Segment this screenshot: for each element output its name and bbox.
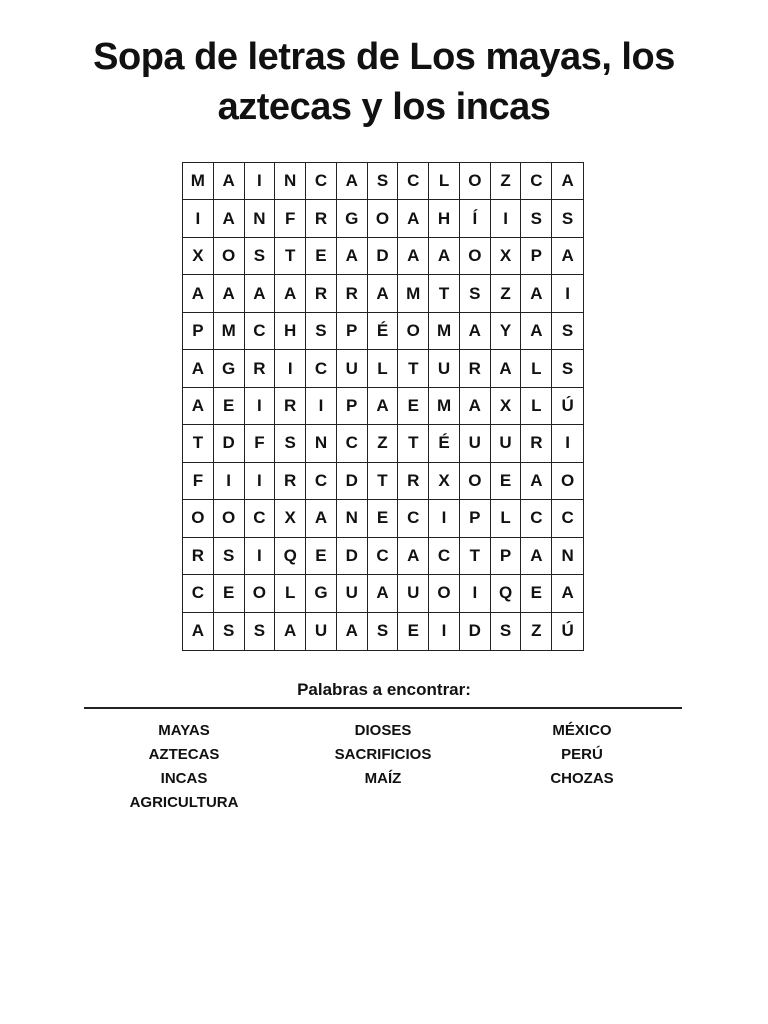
grid-cell: U [491, 425, 522, 462]
grid-cell: I [245, 388, 276, 425]
grid-cell: S [368, 163, 399, 200]
grid-cell: A [429, 238, 460, 275]
grid-cell: S [214, 538, 245, 575]
grid-cell: A [398, 538, 429, 575]
grid-cell: S [368, 613, 399, 650]
grid-cell: A [368, 275, 399, 312]
grid-cell: F [245, 425, 276, 462]
grid-cell: O [183, 500, 214, 537]
grid-cell: Z [521, 613, 552, 650]
grid-cell: D [337, 463, 368, 500]
grid-cell: A [245, 275, 276, 312]
grid-cell: E [398, 613, 429, 650]
grid-cell: O [460, 463, 491, 500]
grid-cell: S [275, 425, 306, 462]
grid-cell: O [245, 575, 276, 612]
grid-cell: A [460, 313, 491, 350]
grid-cell: N [245, 200, 276, 237]
word-item: AGRICULTURA [129, 794, 239, 811]
grid-cell: U [337, 575, 368, 612]
grid-cell: S [491, 613, 522, 650]
grid-cell: O [552, 463, 583, 500]
grid-cell: O [398, 313, 429, 350]
grid-cell: I [429, 613, 460, 650]
grid-cell: G [214, 350, 245, 387]
title-line-2: aztecas y los incas [217, 86, 551, 128]
grid-cell: P [521, 238, 552, 275]
grid-cell: M [214, 313, 245, 350]
grid-cell: T [429, 275, 460, 312]
grid-cell: U [337, 350, 368, 387]
word-item: AZTECAS [148, 746, 220, 763]
grid-cell: Q [491, 575, 522, 612]
grid-cell: S [306, 313, 337, 350]
grid-cell: S [214, 613, 245, 650]
grid-cell: A [552, 238, 583, 275]
word-search-grid [182, 162, 584, 651]
grid-cell: Í [460, 200, 491, 237]
grid-cell: C [306, 463, 337, 500]
grid-cell: I [429, 500, 460, 537]
grid-cell: A [552, 163, 583, 200]
grid-cell: R [245, 350, 276, 387]
grid-cell: G [306, 575, 337, 612]
grid-cell: S [552, 313, 583, 350]
grid-cell: S [245, 238, 276, 275]
grid-cell: E [214, 388, 245, 425]
grid-cell: X [429, 463, 460, 500]
grid-cell: D [214, 425, 245, 462]
grid-cell: E [521, 575, 552, 612]
grid-cell: T [460, 538, 491, 575]
grid-cell: A [398, 200, 429, 237]
grid-cell: A [368, 388, 399, 425]
word-list [84, 719, 682, 819]
grid-cell: S [552, 350, 583, 387]
grid-cell: P [183, 313, 214, 350]
grid-cell: A [398, 238, 429, 275]
grid-cell: C [552, 500, 583, 537]
grid-cell: F [275, 200, 306, 237]
grid-cell: C [306, 163, 337, 200]
grid-cell: F [183, 463, 214, 500]
grid-cell: I [552, 425, 583, 462]
grid-cell: A [183, 613, 214, 650]
grid-cell: R [306, 275, 337, 312]
grid-cell: R [183, 538, 214, 575]
grid-cell: O [214, 238, 245, 275]
grid-cell: T [275, 238, 306, 275]
grid-cell: Z [491, 163, 522, 200]
grid-cell: C [521, 163, 552, 200]
grid-cell: Ú [552, 388, 583, 425]
grid-cell: M [398, 275, 429, 312]
grid-cell: S [460, 275, 491, 312]
grid-cell: I [245, 538, 276, 575]
word-item: MAÍZ [364, 770, 402, 787]
grid-cell: R [521, 425, 552, 462]
grid-cell: S [245, 613, 276, 650]
grid-cell: O [368, 200, 399, 237]
word-item: CHOZAS [550, 770, 614, 787]
word-item: MÉXICO [552, 722, 612, 739]
grid-cell: N [275, 163, 306, 200]
grid-cell: L [429, 163, 460, 200]
grid-cell: É [429, 425, 460, 462]
grid-cell: A [183, 388, 214, 425]
grid-cell: A [306, 500, 337, 537]
grid-cell: A [337, 238, 368, 275]
grid-cell: A [491, 350, 522, 387]
grid-cell: X [491, 238, 522, 275]
grid-cell: Y [491, 313, 522, 350]
divider [84, 707, 682, 709]
grid-cell: Q [275, 538, 306, 575]
grid-cell: A [368, 575, 399, 612]
grid-cell: M [183, 163, 214, 200]
word-column-3 [482, 719, 682, 791]
grid-cell: C [306, 350, 337, 387]
grid-cell: A [521, 463, 552, 500]
word-item: MAYAS [158, 722, 210, 739]
grid-cell: A [460, 388, 491, 425]
grid-cell: Z [491, 275, 522, 312]
grid-cell: C [398, 163, 429, 200]
grid-cell: E [306, 238, 337, 275]
grid-cell: I [245, 463, 276, 500]
grid-cell: P [337, 388, 368, 425]
grid-cell: T [398, 350, 429, 387]
grid-cell: X [491, 388, 522, 425]
grid-cell: A [521, 275, 552, 312]
grid-cell: R [337, 275, 368, 312]
grid-cell: C [368, 538, 399, 575]
grid-cell: Z [368, 425, 399, 462]
grid-cell: T [398, 425, 429, 462]
grid-cell: E [214, 575, 245, 612]
grid-cell: N [337, 500, 368, 537]
grid-cell: O [214, 500, 245, 537]
grid-cell: A [275, 275, 306, 312]
grid-cell: S [552, 200, 583, 237]
word-item: INCAS [160, 770, 208, 787]
grid-cell: A [552, 575, 583, 612]
grid-cell: C [429, 538, 460, 575]
grid-cell: A [183, 350, 214, 387]
grid-cell: N [552, 538, 583, 575]
grid-cell: U [398, 575, 429, 612]
grid-cell: C [521, 500, 552, 537]
page-title [0, 32, 768, 132]
word-item: PERÚ [561, 746, 603, 763]
word-item: SACRIFICIOS [334, 746, 432, 763]
grid-cell: G [337, 200, 368, 237]
grid-cell: Ú [561, 621, 574, 641]
grid-cell: L [521, 388, 552, 425]
grid-cell: N [306, 425, 337, 462]
grid-cell: C [245, 313, 276, 350]
grid-cell: O [460, 163, 491, 200]
grid-cell: P [460, 500, 491, 537]
grid-cell: A [521, 538, 552, 575]
grid-cell: L [368, 350, 399, 387]
grid-cell: L [521, 350, 552, 387]
grid-cell: H [275, 313, 306, 350]
grid-cell: I [552, 275, 583, 312]
grid-cell: A [214, 163, 245, 200]
grid-cell: R [275, 388, 306, 425]
grid-cell: E [398, 388, 429, 425]
grid-cell: I [275, 350, 306, 387]
grid-cell: A [337, 613, 368, 650]
grid-cell: P [491, 538, 522, 575]
grid-cell: A [183, 275, 214, 312]
grid-cell: C [183, 575, 214, 612]
grid-cell: R [306, 200, 337, 237]
word-item: DIOSES [354, 722, 412, 739]
grid-cell: T [183, 425, 214, 462]
grid-cell: D [368, 238, 399, 275]
grid-cell: R [398, 463, 429, 500]
word-column-1 [84, 719, 284, 815]
grid-cell: U [429, 350, 460, 387]
grid-cell: E [491, 463, 522, 500]
grid-cell: R [460, 350, 491, 387]
grid-cell: C [245, 500, 276, 537]
grid-cell: M [429, 313, 460, 350]
grid-cell: M [429, 388, 460, 425]
grid-cell: A [214, 200, 245, 237]
grid-cell: P [337, 313, 368, 350]
grid-cell: D [460, 613, 491, 650]
grid-cell: S [521, 200, 552, 237]
grid-cell: L [275, 575, 306, 612]
grid-cell: C [398, 500, 429, 537]
grid-cell: I [214, 463, 245, 500]
grid-cell: O [429, 575, 460, 612]
title-line-1: Sopa de letras de Los mayas, los [93, 36, 675, 78]
grid-cell: I [183, 200, 214, 237]
grid-cell: T [368, 463, 399, 500]
grid-cell: O [460, 238, 491, 275]
word-column-2 [283, 719, 483, 791]
grid-cell: C [337, 425, 368, 462]
grid-cell: U [460, 425, 491, 462]
grid-cell: I [245, 163, 276, 200]
grid-cell: I [491, 200, 522, 237]
grid-cell: A [337, 163, 368, 200]
words-heading: Palabras a encontrar: [297, 680, 471, 699]
grid-cell: U [306, 613, 337, 650]
grid-cell: X [183, 238, 214, 275]
grid-cell: R [275, 463, 306, 500]
grid-cell: A [521, 313, 552, 350]
grid-cell: É [368, 313, 399, 350]
grid-cell: E [306, 538, 337, 575]
grid-cell: X [275, 500, 306, 537]
grid-cell: E [368, 500, 399, 537]
grid-cell: A [214, 275, 245, 312]
grid-cell: H [429, 200, 460, 237]
grid-cell: I [460, 575, 491, 612]
grid-cell: L [491, 500, 522, 537]
grid-cell: A [275, 613, 306, 650]
grid-cell: D [337, 538, 368, 575]
grid-cell: I [306, 388, 337, 425]
